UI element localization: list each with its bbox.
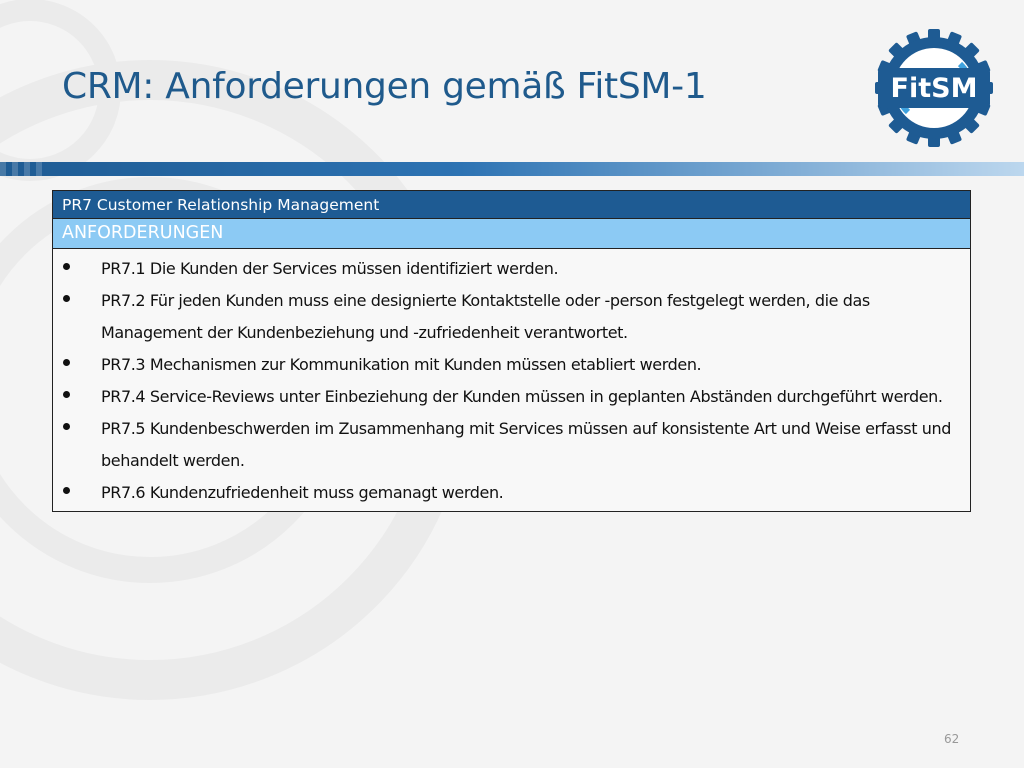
list-item xyxy=(63,253,962,285)
list-item xyxy=(63,413,962,477)
slide-title: CRM: Anforderungen gemäß FitSM-1 xyxy=(62,66,707,107)
bullet-icon xyxy=(63,423,70,430)
bullet-icon xyxy=(63,487,70,494)
requirements-list xyxy=(53,249,970,511)
fitsm-logo xyxy=(872,26,996,150)
gear-cog-logo-icon xyxy=(872,26,996,150)
header-stripe xyxy=(0,162,1024,176)
table-header: PR7 Customer Relationship Management xyxy=(53,191,970,219)
logo-text: FitSM xyxy=(890,73,978,104)
requirement-text: PR7.6 Kundenzufriedenheit muss gemanagt werden. xyxy=(101,483,504,502)
list-item xyxy=(63,285,962,349)
list-item xyxy=(63,381,962,413)
bullet-icon xyxy=(63,295,70,302)
bullet-icon xyxy=(63,359,70,366)
requirement-text: PR7.1 Die Kunden der Services müssen identifiziert werden. xyxy=(101,259,559,278)
table-subheader: ANFORDERUNGEN xyxy=(53,219,970,249)
list-item xyxy=(63,349,962,381)
requirement-text: PR7.2 Für jeden Kunden muss eine designierte Kontaktstelle oder -person festgelegt werden, die das Management der Kundenbeziehung und -zufriedenheit verantwortet. xyxy=(101,291,870,342)
requirements-table xyxy=(52,190,971,512)
page-number: 62 xyxy=(944,732,960,746)
requirement-text: PR7.5 Kundenbeschwerden im Zusammenhang mit Services müssen auf konsistente Art und Weise erfasst und behandelt werden. xyxy=(101,419,952,470)
bullet-icon xyxy=(63,391,70,398)
bullet-icon xyxy=(63,263,70,270)
requirement-text: PR7.4 Service-Reviews unter Einbeziehung der Kunden müssen in geplanten Abständen durchgeführt werden. xyxy=(101,387,943,406)
list-item xyxy=(63,477,962,509)
requirement-text: PR7.3 Mechanismen zur Kommunikation mit Kunden müssen etabliert werden. xyxy=(101,355,702,374)
